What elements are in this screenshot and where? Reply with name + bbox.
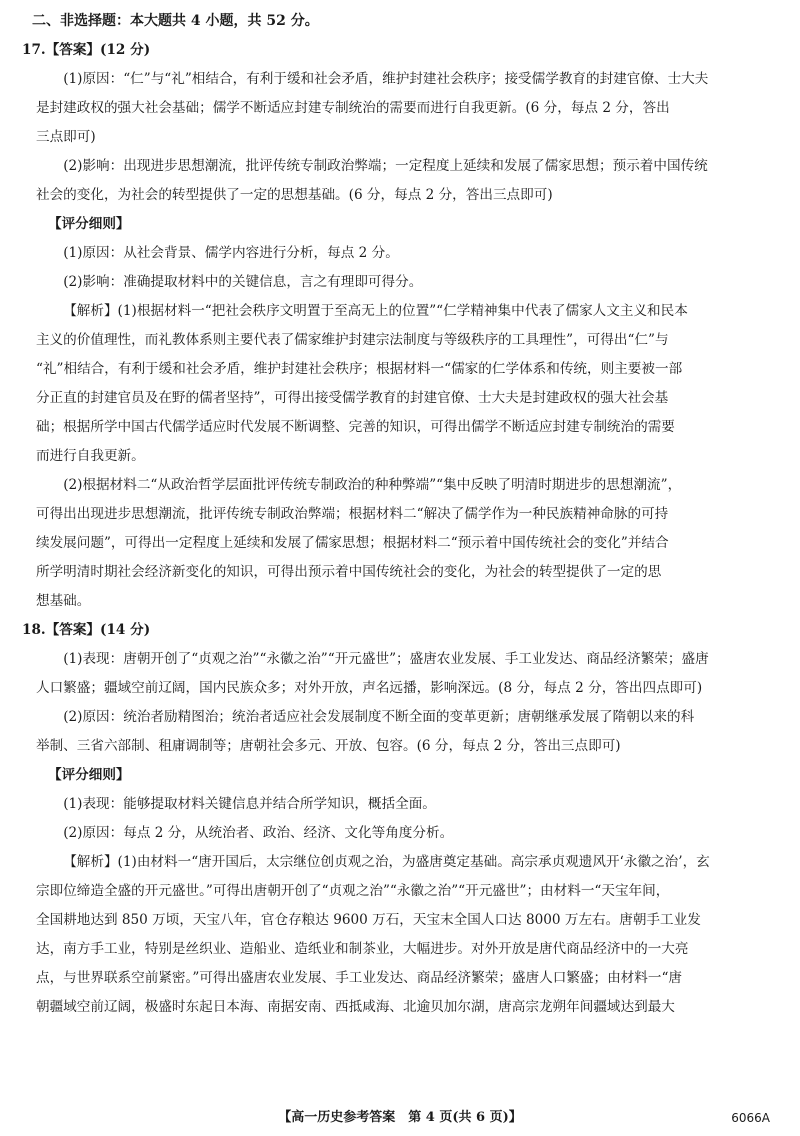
q17-answer-line: 社会的变化，为社会的转型提供了一定的思想基础。(6 分，每点 2 分，答出三点即可) [36, 187, 553, 203]
q18-scoring-line: (2)原因：每点 2 分，从统治者、政治、经济、文化等角度分析。 [63, 825, 454, 841]
q17-scoring-line: (1)原因：从社会背景、儒学内容进行分析，每点 2 分。 [63, 245, 399, 261]
q17-analysis2-line: 想基础。 [36, 593, 91, 609]
page-footer [0, 1108, 800, 1128]
q18-answer-line: (1)表现：唐朝开创了“贞观之治”“永徽之治”“开元盛世”；盛唐农业发展、手工业发达、商品经济繁荣；盛唐 [63, 651, 709, 667]
q17-analysis-line: 主义的价值理性，而礼教体系则主要代表了儒家维护封建宗法制度与等级秩序的工具理性”，可得出“仁”与 [36, 332, 669, 348]
q18-answer-line: 人口繁盛；疆域空前辽阔，国内民族众多；对外开放，声名远播，影响深远。(8 分，每点 2 分，答出四点即可) [36, 680, 703, 696]
q18-scoring-header: 【评分细则】 [48, 767, 130, 783]
q17-answer-line: (2)影响：出现进步思想潮流，批评传统专制政治弊端；一定程度上延续和发展了儒家思想；预示着中国传统 [63, 158, 708, 174]
q17-analysis2-line: 所学明清时期社会经济新变化的知识，可得出预示着中国传统社会的变化，为社会的转型提供了一定的思 [36, 564, 662, 580]
q18-analysis-line: 点，与世界联系空前紧密。”可得出盛唐农业发展、手工业发达、商品经济繁荣；盛唐人口繁盛；由材料一“唐 [36, 970, 683, 986]
q18-scoring-line: (1)表现：能够提取材料关键信息并结合所学知识，概括全面。 [63, 796, 436, 812]
q17-analysis-line: 而进行自我更新。 [36, 448, 145, 464]
q17-scoring-line: (2)影响：准确提取材料中的关键信息，言之有理即可得分。 [63, 274, 423, 290]
q17-scoring-header: 【评分细则】 [48, 216, 130, 232]
q18-answer-line: (2)原因：统治者励精图治；统治者适应社会发展制度不断全面的变革更新；唐朝继承发展了隋朝以来的科 [63, 709, 695, 725]
footer-page-info: 【高一历史参考答案 第 4 页(共 6 页)】 [278, 1110, 522, 1125]
answer-document [22, 10, 772, 1018]
q17-analysis-line: 【解析】(1)根据材料一“把社会秩序文明置于至高无上的位置”“仁学精神集中代表了儒家人文主义和民本 [63, 303, 688, 319]
q17-analysis-line: 础；根据所学中国古代儒学适应时代发展不断调整、完善的知识，可得出儒学不断适应封建专制统治的需要 [36, 419, 675, 435]
footer-doc-code: 6066A [731, 1111, 770, 1125]
q17-answer-line: (1)原因：“仁”与“礼”相结合，有利于缓和社会矛盾，维护封建社会秩序；接受儒学教育的封建官僚、士大夫 [63, 71, 709, 87]
q17-analysis-line: “礼”相结合，有利于缓和社会矛盾，维护封建社会秩序；根据材料一“儒家的仁学体系和传统，则主要被一部 [36, 361, 683, 377]
q17-answer-line: 是封建政权的强大社会基础；儒学不断适应封建专制统治的需要而进行自我更新。(6 分，每点 2 分，答出 [36, 100, 670, 116]
q18-answer-line: 举制、三省六部制、租庸调制等；唐朝社会多元、开放、包容。(6 分，每点 2 分，答出三点即可) [36, 738, 621, 754]
q17-analysis-line: 分正直的封建官员及在野的儒者坚持”，可得出接受儒学教育的封建官僚、士大夫是封建政权的强大社会基 [36, 390, 669, 406]
q18-analysis-line: 【解析】(1)由材料一“唐开国后，太宗继位创贞观之治，为盛唐奠定基础。高宗承贞观遗风开‘永徽之治’，玄 [63, 854, 710, 870]
q18-analysis-line: 达，南方手工业，特别是丝织业、造船业、造纸业和制茶业，大幅进步。对外开放是唐代商品经济中的一大亮 [36, 941, 689, 957]
q17-analysis2-line: 可得出出现进步思想潮流，批评传统专制政治弊端；根据材料二“解决了儒学作为一种民族精神命脉的可持 [36, 506, 669, 522]
section-title: 二、非选择题：本大题共 4 小题，共 52 分。 [32, 13, 319, 29]
q17-analysis2-line: 续发展问题”，可得出一定程度上延续和发展了儒家思想；根据材料二“预示着中国传统社会的变化”并结合 [36, 535, 669, 551]
q18-analysis-line: 朝疆域空前辽阔，极盛时东起日本海、南据安南、西抵咸海、北逾贝加尔湖，唐高宗龙朔年间疆域达到最大 [36, 999, 675, 1015]
q17-header: 17.【答案】(12 分) [22, 42, 151, 58]
q18-header: 18.【答案】(14 分) [22, 622, 151, 638]
q17-answer-line: 三点即可) [36, 129, 96, 145]
q17-analysis2-line: (2)根据材料二“从政治哲学层面批评传统专制政治的种种弊端”“集中反映了明清时期进步的思想潮流”， [63, 477, 682, 493]
q18-analysis-line: 宗即位缔造全盛的开元盛世。”可得出唐朝开创了“贞观之治”“永徽之治”“开元盛世”；由材料一“天宝年间， [36, 883, 670, 899]
q18-analysis-line: 全国耕地达到 850 万顷，天宝八年，官仓存粮达 9600 万石，天宝末全国人口达 8000 万左右。唐朝手工业发 [36, 912, 701, 928]
